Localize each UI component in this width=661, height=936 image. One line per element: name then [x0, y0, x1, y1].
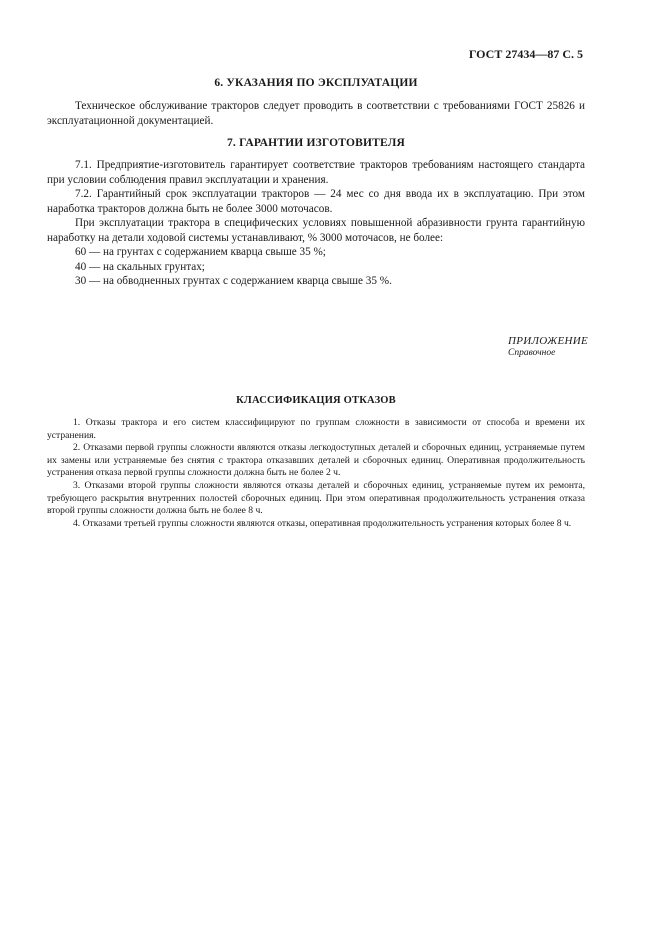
section-7-paragraph-3: При эксплуатации трактора в специфических условиях повышенной абразивности грунта гарантийную наработку на детали ходовой системы устанавливают, % 3000 моточасов, не более:: [47, 217, 585, 244]
list-item: 60 — на грунтах с содержанием кварца свыше 35 %;: [75, 246, 326, 258]
list-item: 30 — на обводненных грунтах с содержанием кварца свыше 35 %.: [75, 275, 392, 287]
classification-item: 1. Отказы трактора и его систем классифицируют по группам сложности в зависимости от способа и времени их устранения.: [47, 417, 585, 441]
classification-item: 4. Отказами третьей группы сложности являются отказы, оперативная продолжительность устранения которых более 8 ч.: [73, 517, 572, 529]
section-7: [47, 137, 585, 289]
classification-section: [47, 395, 585, 530]
classification-title: КЛАССИФИКАЦИЯ ОТКАЗОВ: [236, 395, 396, 406]
list-item: 40 — на скальных грунтах;: [75, 260, 205, 273]
section-6-title: 6. УКАЗАНИЯ ПО ЭКСПЛУАТАЦИИ: [214, 77, 418, 89]
section-6: [47, 77, 585, 128]
section-7-paragraph-2: 7.2. Гарантийный срок эксплуатации тракторов — 24 мес со дня ввода их в эксплуатацию. При этом наработка тракторов должна быть не более 3000 моточасов.: [47, 188, 585, 215]
classification-item: 3. Отказами второй группы сложности являются отказы деталей и сборочных единиц, устраняемые путем их ремонта, требующего раскрытия внутренних полостей сборочных единиц. При этом оперативная продолжительность устранения отказа второй группы сложности должна быть не более 8 ч.: [47, 479, 585, 517]
section-7-title: 7. ГАРАНТИИ ИЗГОТОВИТЕЛЯ: [226, 137, 406, 149]
section-6-paragraph: Техническое обслуживание тракторов следует проводить в соответствии с требованиями ГОСТ 25826 и эксплуатационной документацией.: [47, 100, 585, 127]
classification-item: 2. Отказами первой группы сложности являются отказы легкодоступных деталей и сборочных единиц, устраняемые путем их замены или устраняемые без снятия с трактора отказавших деталей и сборочных единиц. Оперативная продолжительность устранения отказа первой группы сложности должна быть не более 2 ч.: [47, 442, 585, 479]
appendix-label: [508, 335, 608, 358]
appendix-subtitle: Справочное: [508, 348, 556, 358]
page-header: ГОСТ 27434—87 С. 5: [468, 47, 583, 61]
appendix-title: ПРИЛОЖЕНИЕ: [508, 335, 588, 347]
section-7-paragraph-1: 7.1. Предприятие-изготовитель гарантирует соответствие тракторов требованиям настоящего стандарта при условии соблюдения правил эксплуатации и хранения.: [47, 159, 585, 186]
